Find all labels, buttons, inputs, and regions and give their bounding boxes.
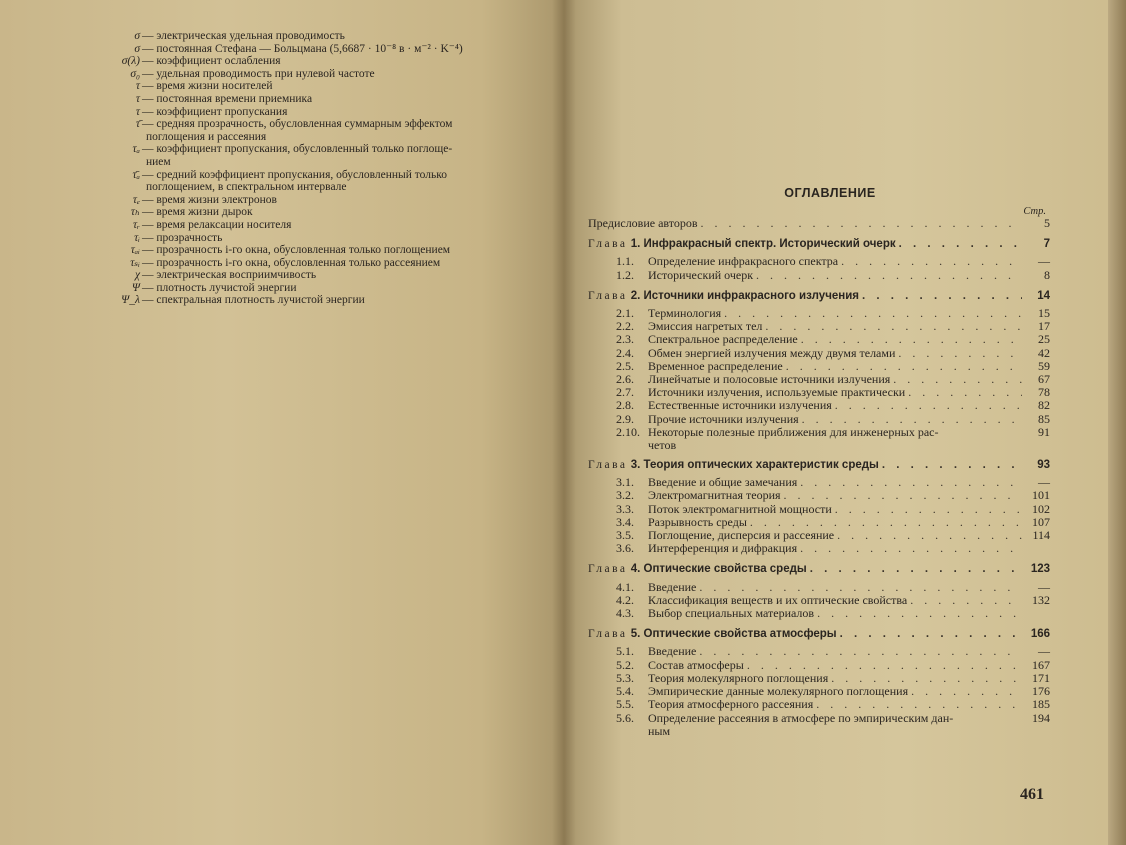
toc-chapter-page: 7 [1043,238,1050,251]
toc-section-page: 101 [1032,488,1050,503]
table-of-contents [588,186,1050,737]
section-title: Временное распределение [648,358,783,373]
leader-dots [762,320,1022,333]
section-title: Теория молекулярного поглощения [648,670,829,685]
symbol-text: — прозрачность [142,231,223,244]
section-title: Выбор специальных материалов [648,606,815,621]
chapter-number: 4. [630,563,641,576]
section-title-continuation: ным [648,723,671,738]
symbol: τₐᵢ [130,244,140,257]
section-title: Источники излучения, используемые практически [648,385,906,400]
symbol-description [142,30,510,43]
symbol: τ̄ₐ [132,168,140,181]
leader-dots [670,725,1050,737]
toc-chapter-label [588,459,879,472]
leader-dots [721,307,1022,320]
section-title: Эмпирические данные молекулярного поглощения [648,684,909,699]
leader-dots [832,503,1022,516]
leader-dots [905,386,1022,399]
toc-chapter-page: 14 [1037,289,1050,302]
leader-dots [807,563,1022,576]
page-number: 461 [1020,786,1044,803]
toc-section-page: — [1038,644,1050,659]
toc-section-page: 176 [1032,684,1050,699]
section-number: 2.5. [616,358,634,373]
toc-preface-label: Предисловие авторов [588,216,698,230]
symbol: τₑ [132,193,140,206]
symbol: τₐ [132,143,140,156]
leader-dots [879,459,1022,472]
symbol-row [110,43,510,56]
section-title: Разрывность среды [648,514,747,529]
section-number: 3.4. [616,514,634,529]
section-number: 2.3. [616,332,634,347]
symbol-text: — постоянная Стефана — Больцмана (5,6687 · 10⁻⁸ в · м⁻² · K⁻⁴) [142,42,463,55]
toc-chapter-page: 93 [1037,459,1050,472]
symbol: σ [134,42,140,55]
symbol-description [142,294,510,307]
toc-chapter-entry[interactable] [588,628,1050,641]
toc-section-page: 185 [1032,697,1050,712]
symbol-description [142,118,510,143]
section-title: Введение [648,644,697,659]
symbol: τᵣ [133,218,140,231]
leader-dots [834,529,1022,542]
toc-preface-page: 5 [1044,216,1050,230]
leader-dots [907,594,1022,607]
symbol-description [142,232,510,245]
chapter-number: 5. [630,628,641,641]
symbol: τᵢ [134,231,140,244]
symbol-row [110,206,510,219]
toc-section-page: 67 [1038,372,1050,387]
leader-dots [908,685,1022,698]
leader-dots [814,607,1022,620]
symbol-row [110,219,510,232]
leader-dots [797,476,1022,489]
chapter-title: Оптические свойства среды [643,563,807,576]
section-title: Терминология [648,306,722,321]
section-number: 2.9. [616,411,634,426]
chapter-number: 2. [630,289,641,302]
toc-chapters [588,238,1050,737]
toc-section-page: 132 [1032,592,1050,607]
toc-chapter-page: 166 [1030,628,1050,641]
symbol-text: — спектральная плотность лучистой энергии [142,294,365,307]
symbol-text: — прозрачность i-го окна, обусловленная только поглощением [142,244,451,257]
section-number: 1.1. [616,254,634,269]
symbol-row [110,80,510,93]
section-number: 5.1. [616,644,634,659]
toc-section-page: 194 [1032,710,1050,725]
page-edge [1108,0,1126,845]
leader-dots [753,269,1022,282]
symbol-description [142,269,510,282]
symbol-row [110,93,510,106]
toc-section-continuation [588,725,1050,737]
section-number: 1.2. [616,267,634,282]
toc-section-page: 82 [1038,398,1050,413]
section-title: Введение и общие замечания [648,475,798,490]
symbol-text: — время релаксации носителя [142,218,292,231]
section-title: Обмен энергией излучения между двумя телами [648,345,896,360]
toc-section-page: 59 [1038,358,1050,373]
symbol-description [142,169,510,194]
section-number: 2.6. [616,372,634,387]
symbol-row [110,282,510,295]
symbol-description [142,143,510,168]
symbol-description [142,80,510,93]
section-title: Классификация веществ и их оптические свойства [648,592,908,607]
section-title: Поглощение, дисперсия и рассеяние [648,528,835,543]
symbol: Ψ_λ [121,294,140,307]
symbol-text-continuation: поглощением, в спектральном интервале [146,181,347,194]
toc-section-entry[interactable] [588,712,1050,725]
symbol-row [110,294,510,307]
toc-section-page: — [1038,579,1050,594]
symbol-row [110,118,510,143]
section-title: Определение рассеяния в атмосфере по эмпирическим дан- [648,710,954,725]
toc-section-page: 15 [1038,306,1050,321]
toc-section-label [616,269,753,282]
section-number: 2.8. [616,398,634,413]
symbol-row [110,244,510,257]
symbol: τ [135,105,140,118]
symbol: τ̄ [135,118,140,131]
section-number: 2.4. [616,345,634,360]
toc-chapter-entry[interactable] [588,459,1050,472]
symbol-text: — плотность лучистой энергии [142,281,297,294]
toc-chapter-page: 123 [1030,563,1050,576]
symbol-text: — постоянная времени приемника [142,92,313,105]
symbol-text: — электрическая восприимчивость [142,269,317,282]
toc-chapter-entry[interactable] [588,290,1050,303]
section-title: Определение инфракрасного спектра [648,254,839,269]
toc-preface[interactable] [588,217,1050,230]
leader-dots [895,347,1022,360]
symbol-row [110,30,510,43]
symbol-description [142,55,510,68]
toc-section-page: — [1038,475,1050,490]
leader-dots [698,217,1022,230]
section-title: Некоторые полезные приближения для инженерных рас- [648,424,939,439]
section-title: Поток электромагнитной мощности [648,501,832,516]
chapter-title: Оптические свойства атмосферы [643,628,837,641]
section-title: Исторический очерк [648,267,754,282]
symbol-row [110,194,510,207]
chapter-title: Источники инфракрасного излучения [643,289,859,302]
symbol-row [110,55,510,68]
section-title: Электромагнитная теория [648,488,781,503]
toc-title: ОГЛАВЛЕНИЕ [784,186,876,200]
section-title: Линейчатые и полосовые источники излучения [648,372,891,387]
leader-dots [832,399,1022,412]
symbol-text-continuation: поглощения и рассеяния [146,130,267,143]
section-title: Спектральное распределение [648,332,798,347]
toc-section-page: 42 [1038,345,1050,360]
chapter-number: 3. [630,459,641,472]
symbol-text: — время жизни электронов [142,193,277,206]
toc-section-page: 78 [1038,385,1050,400]
section-title: Прочие источники излучения [648,411,799,426]
section-number: 5.5. [616,697,634,712]
section-number: 3.3. [616,501,634,516]
symbol-description [142,194,510,207]
symbol-description [142,106,510,119]
toc-chapter-label [588,563,807,576]
symbol-description [142,257,510,270]
section-number: 3.1. [616,475,634,490]
toc-section-label [616,712,953,725]
symbol-text: — коэффициент пропускания [142,105,288,118]
chapter-word: Глава [588,289,628,302]
toc-section-entry[interactable] [588,542,1050,555]
symbol-text: — время жизни носителей [142,80,273,93]
section-title: Теория атмосферного рассеяния [648,697,814,712]
toc-section-page: 114 [1032,528,1050,543]
section-number: 5.6. [616,710,634,725]
toc-section-page: — [1038,254,1050,269]
section-number: 2.7. [616,385,634,400]
symbol-description [142,68,510,81]
toc-chapter-label [588,290,859,303]
section-number: 2.10. [616,424,640,439]
symbol: σ(λ) [121,55,140,68]
leader-dots [838,255,1022,268]
chapter-title: Теория оптических характеристик среды [643,459,879,472]
section-number: 3.5. [616,528,634,543]
leader-dots [837,628,1022,641]
symbol-text: — электрическая удельная проводимость [142,30,345,42]
section-number: 4.3. [616,606,634,621]
section-number: 4.1. [616,579,634,594]
symbol: Ψ [131,281,140,294]
section-number: 2.2. [616,319,634,334]
toc-section-page: 91 [1038,424,1050,439]
section-title-continuation: четов [648,438,677,453]
section-title: Введение [648,579,697,594]
toc-section-label [616,542,797,555]
symbol-row [110,257,510,270]
toc-chapter-entry[interactable] [588,563,1050,576]
chapter-number: 1. [630,238,641,251]
toc-section-continuation [588,439,1050,451]
symbol-description [142,282,510,295]
toc-section-page: 171 [1032,670,1050,685]
toc-section-page: 107 [1032,514,1050,529]
symbol-text: — коэффициент ослабления [142,55,281,68]
symbol-text: — средняя прозрачность, обусловленная суммарным эффектом [142,118,453,131]
symbol: σ₀ [130,67,140,80]
symbol-text: — средний коэффициент пропускания, обусловленный только [142,168,448,181]
toc-chapter-label [588,238,896,251]
symbol: τₛᵢ [130,256,140,269]
chapter-word: Глава [588,459,628,472]
chapter-word: Глава [588,563,628,576]
toc-section-label [616,607,814,620]
symbol-description [142,93,510,106]
symbol-row [110,232,510,245]
symbol-row [110,68,510,81]
section-title: Естественные источники излучения [648,398,832,413]
symbol: τₕ [130,206,140,219]
book-gutter [552,0,576,845]
symbol-text-continuation: нием [146,155,171,168]
section-title: Эмиссия нагретых тел [648,319,763,334]
symbol-row [110,169,510,194]
toc-chapter-entry[interactable] [588,238,1050,251]
leader-dots [859,290,1022,303]
toc-section-page: 102 [1032,501,1050,516]
symbol-text: — прозрачность i-го окна, обусловленная только рассеянием [142,256,441,269]
symbol-text: — коэффициент пропускания, обусловленный только поглоще- [142,143,453,156]
section-number: 5.3. [616,670,634,685]
section-title: Состав атмосферы [648,657,744,672]
toc-section-page: 17 [1038,319,1050,334]
symbol: χ [134,269,140,282]
toc-section-page: 25 [1038,332,1050,347]
leader-dots [896,238,1022,251]
toc-section-page: 167 [1032,657,1050,672]
section-number: 3.2. [616,488,634,503]
toc-chapter-label [588,628,837,641]
symbol: τ [135,92,140,105]
symbol-row [110,106,510,119]
symbol-row [110,269,510,282]
section-number: 5.4. [616,684,634,699]
section-number: 4.2. [616,592,634,607]
symbol-list [110,30,510,307]
symbol-description [142,219,510,232]
section-number: 3.6. [616,541,634,556]
section-number: 2.1. [616,306,634,321]
symbol-row [110,143,510,168]
symbol: τ [135,80,140,93]
chapter-title: Инфракрасный спектр. Исторический очерк [643,238,896,251]
chapter-word: Глава [588,238,628,251]
toc-section-entry[interactable] [588,607,1050,620]
leader-dots [890,373,1022,386]
symbol-description [142,206,510,219]
symbol-description [142,244,510,257]
leader-dots [676,439,1050,451]
toc-section-entry[interactable] [588,269,1050,282]
symbol: σ [134,30,140,42]
toc-section-page: 85 [1038,411,1050,426]
leader-dots [797,542,1022,555]
section-number: 5.2. [616,657,634,672]
chapter-word: Глава [588,628,628,641]
leader-dots [696,645,1022,658]
symbol-description [142,43,510,56]
symbol-text: — время жизни дырок [142,206,253,219]
section-title: Интерференция и дифракция [648,541,798,556]
page-column-header: Стр. [1023,206,1046,217]
toc-section-page: 8 [1044,267,1050,282]
symbol-text: — удельная проводимость при нулевой частоте [142,67,375,80]
